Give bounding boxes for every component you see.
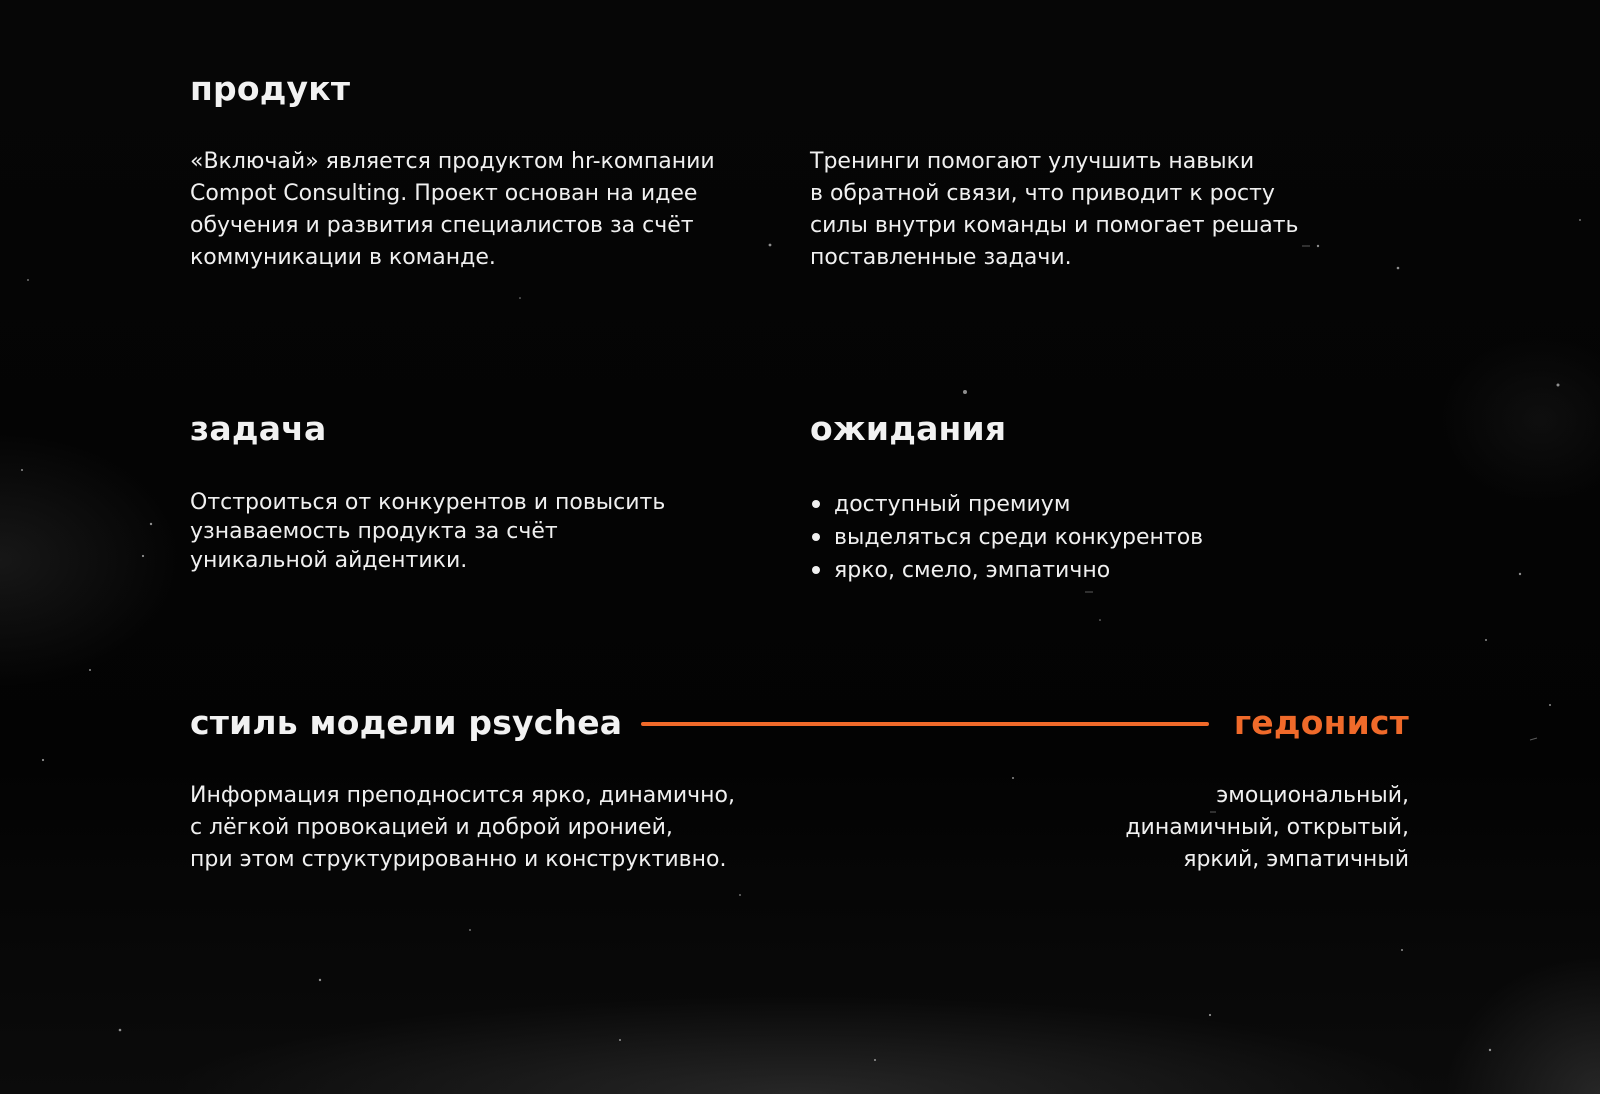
hedonist-traits-line-1: эмоциональный, (1216, 783, 1409, 808)
style-description-line-1: Информация преподносится ярко, динамично, (190, 783, 736, 808)
product-description (190, 146, 790, 274)
trainings-description-line-1: Тренинги помогают улучшить навыки (810, 149, 1255, 174)
task-description (190, 488, 750, 575)
expectations-heading: ожидания (810, 409, 1007, 448)
style-description (190, 780, 810, 876)
trainings-description-line-2: в обратной связи, что приводит к росту (810, 181, 1275, 206)
hedonist-traits-line-3: яркий, эмпатичный (1183, 847, 1409, 872)
style-model-heading: стиль модели psychea (190, 703, 623, 742)
trainings-description-line-3: силы внутри команды и помогает решать (810, 213, 1299, 238)
style-description-line-3: при этом структурированно и конструктивно. (190, 847, 727, 872)
expectations-list (810, 488, 1370, 587)
expectation-text: ярко, смело, эмпатично (834, 558, 1111, 583)
hedonist-label: гедонист (1233, 703, 1409, 742)
task-description-line-2: узнаваемость продукта за счёт (190, 519, 558, 544)
expectation-text: доступный премиум (834, 492, 1071, 517)
product-description-line-4: коммуникации в команде. (190, 245, 496, 270)
style-description-line-2: с лёгкой провокацией и доброй иронией, (190, 815, 673, 840)
task-heading: задача (190, 409, 327, 448)
expectation-text: выделяться среди конкурентов (834, 525, 1204, 550)
list-item (810, 554, 1370, 587)
hedonist-traits-line-2: динамичный, открытый, (1125, 815, 1409, 840)
product-description-line-2: Compot Consulting. Проект основан на идее (190, 181, 698, 206)
task-description-line-1: Отстроиться от конкурентов и повысить (190, 490, 666, 515)
bullet-icon (812, 533, 820, 541)
hedonist-traits (989, 780, 1409, 876)
product-description-line-1: «Включай» является продуктом hr-компании (190, 149, 715, 174)
task-description-line-3: уникальной айдентики. (190, 548, 468, 573)
trainings-description-line-4: поставленные задачи. (810, 245, 1072, 270)
list-item (810, 488, 1370, 521)
bullet-icon (812, 500, 820, 508)
bullet-icon (812, 566, 820, 574)
list-item (810, 521, 1370, 554)
product-description-line-3: обучения и развития специалистов за счёт (190, 213, 694, 238)
product-heading: продукт (190, 69, 351, 108)
orange-divider-line (641, 722, 1209, 726)
trainings-description (810, 146, 1370, 274)
